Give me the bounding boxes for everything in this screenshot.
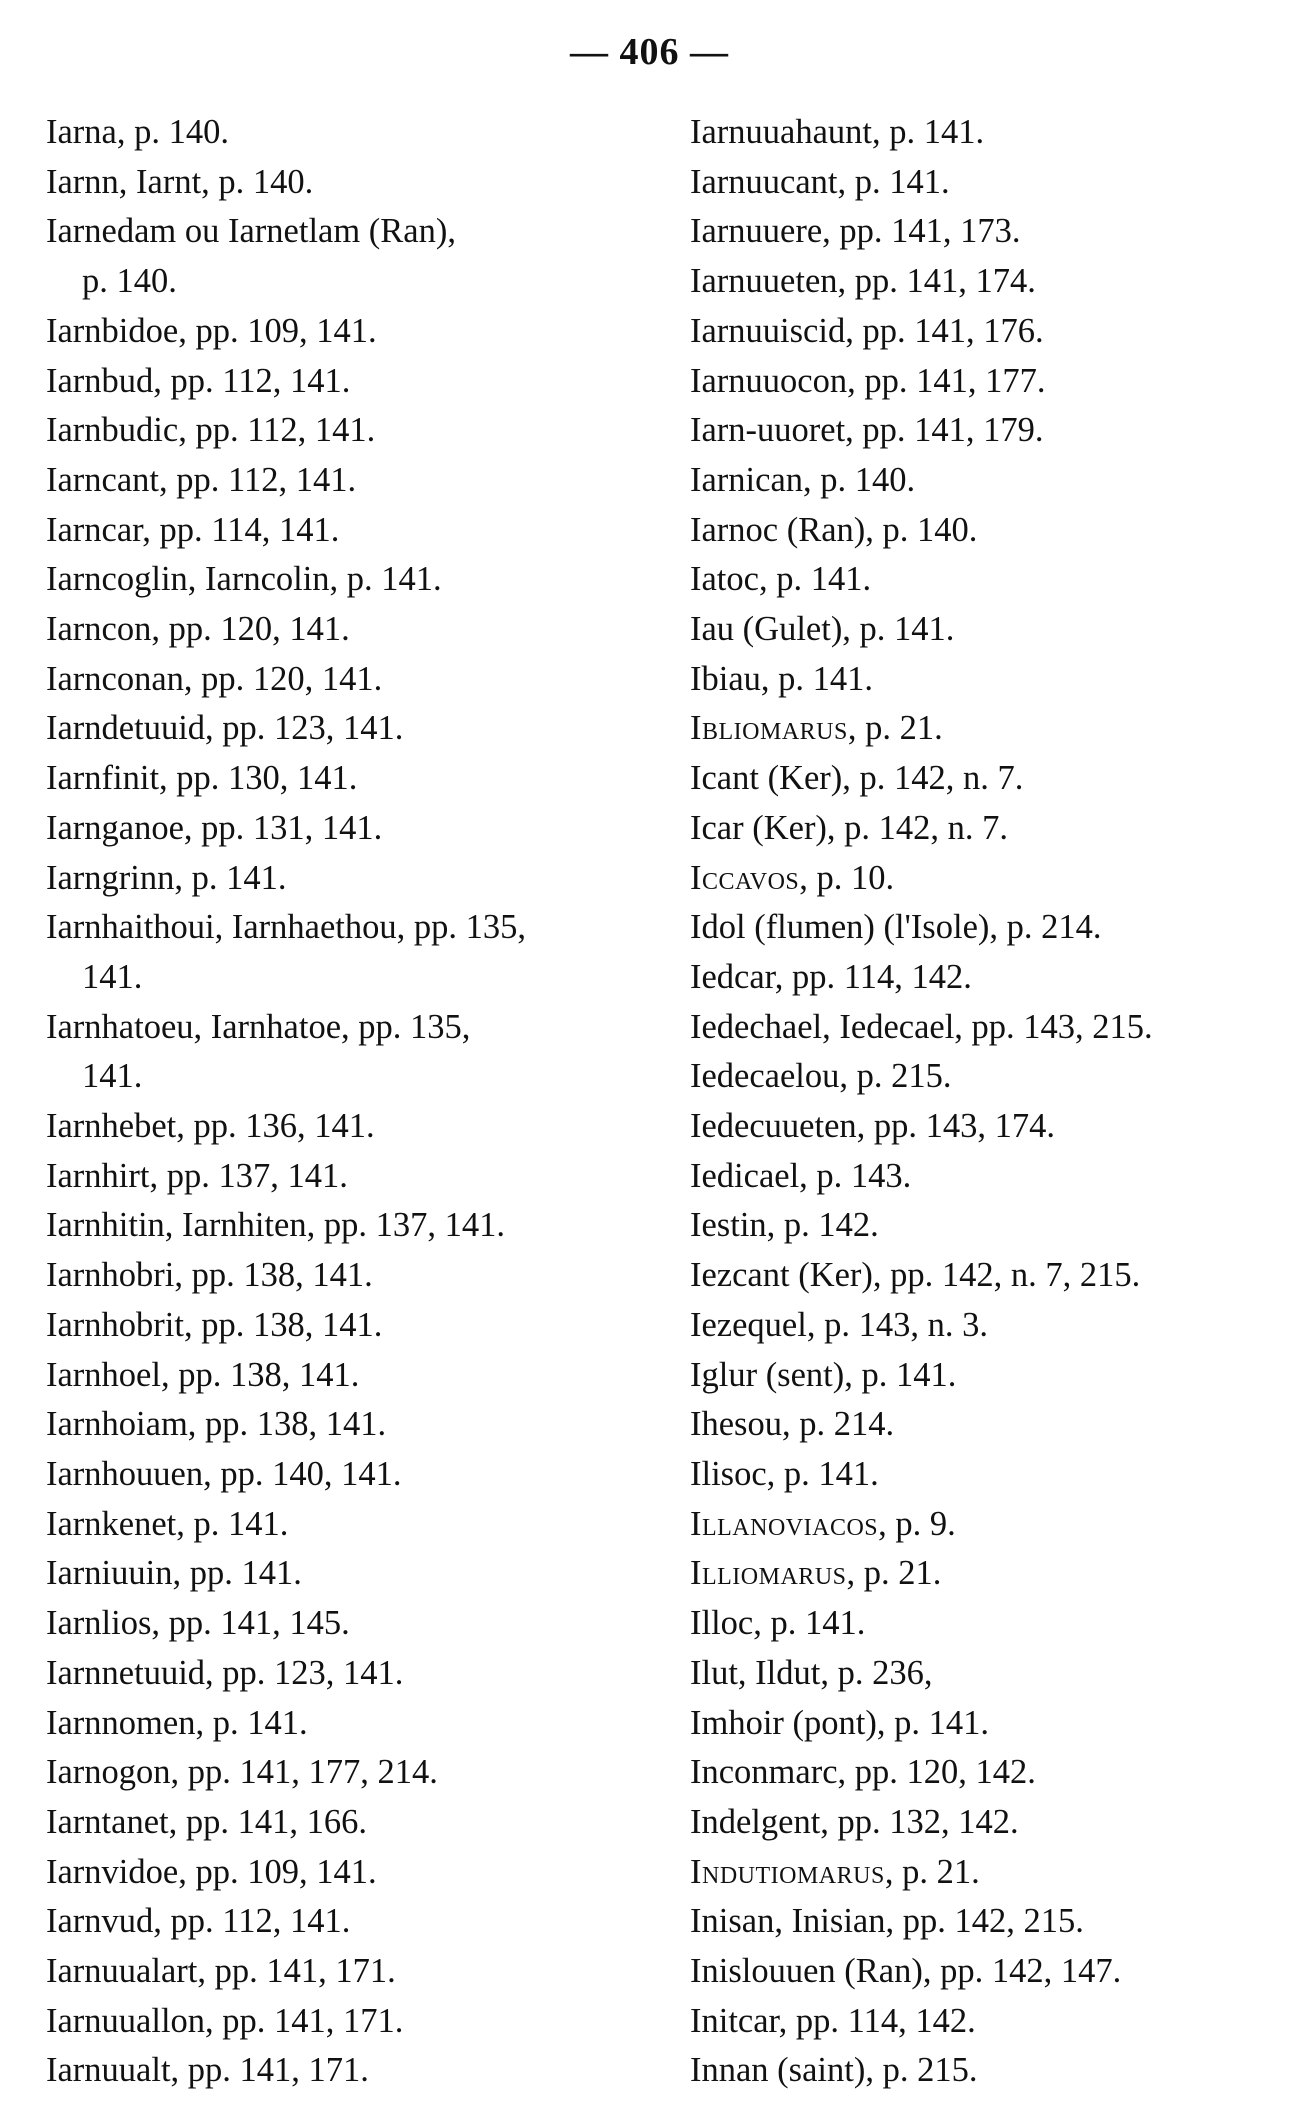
- index-entry: [690, 1848, 1290, 1898]
- entry-text: Ilisoc, p. 141.: [690, 1454, 879, 1493]
- index-entry: [46, 1947, 646, 1997]
- index-entry: [46, 655, 646, 705]
- entry-text: Iarndetuuid, pp. 123, 141.: [46, 709, 404, 748]
- index-entry: [690, 506, 1290, 556]
- entry-text: Inislouuen (Ran), pp. 142, 147.: [690, 1952, 1122, 1991]
- entry-text: Illoc, p. 141.: [690, 1604, 866, 1643]
- entry-text: Iarnuuahaunt, p. 141.: [690, 113, 985, 151]
- index-entry: [690, 1400, 1290, 1450]
- index-entry: [690, 1997, 1290, 2047]
- entry-reference: , p. 21.: [846, 1554, 942, 1593]
- entry-text: Iarnnetuuid, pp. 123, 141.: [46, 1653, 404, 1692]
- right-column: [690, 108, 1290, 2096]
- entry-text: Inconmarc, pp. 120, 142.: [690, 1753, 1036, 1792]
- index-entry: [46, 1003, 646, 1102]
- entry-text: Iarnhoel, pp. 138, 141.: [46, 1355, 360, 1394]
- index-entry: [46, 406, 646, 456]
- index-entry: [46, 357, 646, 407]
- entry-text: Iarncoglin, Iarncolin, p. 141.: [46, 560, 442, 599]
- entry-text: Inisan, Inisian, pp. 142, 215.: [690, 1902, 1084, 1941]
- index-entry: [46, 1997, 646, 2047]
- index-entry: [690, 1500, 1290, 1550]
- entry-text: Iarnfinit, pp. 130, 141.: [46, 759, 358, 798]
- entry-text: Initcar, pp. 114, 142.: [690, 2001, 976, 2040]
- entry-text: Iarnganoe, pp. 131, 141.: [46, 808, 383, 847]
- entry-text: Iarnuucant, p. 141.: [690, 162, 950, 201]
- index-entry: [690, 1549, 1290, 1599]
- entry-text: Iedcar, pp. 114, 142.: [690, 957, 972, 996]
- index-entry: [690, 108, 1290, 158]
- entry-reference: , p. 21.: [884, 1852, 980, 1891]
- index-entry: [46, 1649, 646, 1699]
- index-entry: [46, 1351, 646, 1401]
- index-entry: [46, 1400, 646, 1450]
- entry-text: Iarniuuin, pp. 141.: [46, 1554, 302, 1593]
- entry-text: Iarnnomen, p. 141.: [46, 1703, 308, 1742]
- index-entry: [690, 257, 1290, 307]
- index-entry: [690, 1798, 1290, 1848]
- index-entry: [690, 1599, 1290, 1649]
- entry-name-small-caps: Illiomarus: [690, 1554, 847, 1593]
- entry-text: Iarnhitin, Iarnhiten, pp. 137, 141.: [46, 1206, 505, 1245]
- index-entry: [46, 1897, 646, 1947]
- index-entry: [46, 1301, 646, 1351]
- entry-text: Iarnconan, pp. 120, 141.: [46, 659, 383, 698]
- index-entry: [46, 207, 646, 306]
- entry-text: Iarnoc (Ran), p. 140.: [690, 510, 978, 549]
- entry-text: Iedechael, Iedecael, pp. 143, 215.: [690, 1007, 1153, 1046]
- entry-text: Iarnhouuen, pp. 140, 141.: [46, 1454, 402, 1493]
- entry-text: Ibiau, p. 141.: [690, 659, 874, 698]
- index-entry: [46, 307, 646, 357]
- entry-continuation: 141.: [82, 957, 143, 996]
- index-entry: [46, 555, 646, 605]
- entry-text: Iarnn, Iarnt, p. 140.: [46, 162, 314, 201]
- entry-text: Iarnbud, pp. 112, 141.: [46, 361, 351, 400]
- entry-text: Innan (saint), p. 215.: [690, 2051, 978, 2090]
- index-entry: [46, 704, 646, 754]
- entry-text: Iarnhatoeu, Iarnhatoe, pp. 135,: [46, 1007, 471, 1046]
- index-entry: [46, 605, 646, 655]
- index-entry: [690, 605, 1290, 655]
- index-entry: [46, 754, 646, 804]
- index-entry: [46, 1152, 646, 1202]
- index-entry: [46, 903, 646, 1002]
- index-entry: [46, 1798, 646, 1848]
- entry-text: Iestin, p. 142.: [690, 1206, 879, 1245]
- entry-text: Iarnuuocon, pp. 141, 177.: [690, 361, 1046, 400]
- index-entry: [46, 1549, 646, 1599]
- index-entry: [46, 1748, 646, 1798]
- entry-text: Iarnkenet, p. 141.: [46, 1504, 289, 1543]
- entry-text: Iezcant (Ker), pp. 142, n. 7, 215.: [690, 1256, 1141, 1295]
- entry-text: Iarnhobrit, pp. 138, 141.: [46, 1305, 383, 1344]
- entry-text: Iarnbudic, pp. 112, 141.: [46, 411, 376, 450]
- entry-text: Iarnlios, pp. 141, 145.: [46, 1604, 350, 1643]
- index-entry: [46, 1848, 646, 1898]
- entry-text: Iedecaelou, p. 215.: [690, 1057, 952, 1096]
- entry-text: Iarncon, pp. 120, 141.: [46, 610, 350, 649]
- entry-text: Ihesou, p. 214.: [690, 1405, 895, 1444]
- index-entry: [46, 1201, 646, 1251]
- entry-reference: , p. 9.: [878, 1504, 956, 1543]
- index-entry: [690, 704, 1290, 754]
- index-entry: [690, 207, 1290, 257]
- index-entry: [690, 1201, 1290, 1251]
- index-entry: [690, 1699, 1290, 1749]
- entry-text: Iarnhobri, pp. 138, 141.: [46, 1256, 373, 1295]
- entry-text: Iezequel, p. 143, n. 3.: [690, 1305, 988, 1344]
- index-entry: [46, 1251, 646, 1301]
- entry-text: Indelgent, pp. 132, 142.: [690, 1802, 1019, 1841]
- index-entry: [690, 456, 1290, 506]
- entry-text: Icant (Ker), p. 142, n. 7.: [690, 759, 1024, 798]
- page-number: — 406 —: [570, 31, 729, 73]
- entry-text: Iedecuueten, pp. 143, 174.: [690, 1107, 1056, 1146]
- entry-text: Iarnedam ou Iarnetlam (Ran),: [46, 212, 456, 251]
- index-entry: [690, 1152, 1290, 1202]
- entry-text: Iarnuuere, pp. 141, 173.: [690, 212, 1021, 251]
- entry-continuation: p. 140.: [82, 262, 177, 301]
- index-entry: [690, 953, 1290, 1003]
- entry-name-small-caps: Iccavos: [690, 858, 800, 897]
- entry-text: Idol (flumen) (l'Isole), p. 214.: [690, 908, 1102, 947]
- entry-text: Icar (Ker), p. 142, n. 7.: [690, 808, 1009, 847]
- entry-reference: , p. 10.: [799, 858, 895, 897]
- index-entry: [46, 158, 646, 208]
- index-entry: [46, 1102, 646, 1152]
- entry-reference: , p. 21.: [847, 709, 943, 748]
- index-entry: [690, 1102, 1290, 1152]
- index-entry: [46, 804, 646, 854]
- entry-text: Iatoc, p. 141.: [690, 560, 872, 599]
- index-entry: [690, 406, 1290, 456]
- entry-text: Iarna, p. 140.: [46, 113, 229, 151]
- entry-text: Iarnuualart, pp. 141, 171.: [46, 1952, 396, 1991]
- entry-name-small-caps: Illanoviacos: [690, 1504, 879, 1543]
- entry-text: Iarntanet, pp. 141, 166.: [46, 1802, 367, 1841]
- entry-text: Iarnuueten, pp. 141, 174.: [690, 262, 1036, 301]
- index-entry: [690, 903, 1290, 953]
- index-entry: [690, 1947, 1290, 1997]
- index-entry: [690, 1251, 1290, 1301]
- left-column: [46, 108, 646, 2096]
- entry-text: Iarnhirt, pp. 137, 141.: [46, 1156, 348, 1195]
- entry-text: Iarnvud, pp. 112, 141.: [46, 1902, 351, 1941]
- entry-text: Iarncant, pp. 112, 141.: [46, 460, 357, 499]
- entry-continuation: 141.: [82, 1057, 143, 1096]
- index-entry: [690, 1003, 1290, 1053]
- entry-name-small-caps: Indutiomarus: [690, 1852, 885, 1891]
- index-entry: [46, 456, 646, 506]
- entry-text: Iarnbidoe, pp. 109, 141.: [46, 311, 377, 350]
- index-entry: [690, 555, 1290, 605]
- index-entry: [690, 2046, 1290, 2096]
- entry-text: Iedicael, p. 143.: [690, 1156, 912, 1195]
- entry-text: Iarngrinn, p. 141.: [46, 858, 287, 897]
- index-entry: [46, 1599, 646, 1649]
- index-entry: [46, 854, 646, 904]
- index-entry: [690, 307, 1290, 357]
- entry-text: Iarnogon, pp. 141, 177, 214.: [46, 1753, 438, 1792]
- entry-text: Iarnuuallon, pp. 141, 171.: [46, 2001, 404, 2040]
- index-entry: [46, 2046, 646, 2096]
- index-entry: [690, 655, 1290, 705]
- index-entry: [690, 754, 1290, 804]
- index-entry: [46, 506, 646, 556]
- entry-text: Iarnvidoe, pp. 109, 141.: [46, 1852, 377, 1891]
- index-entry: [690, 158, 1290, 208]
- index-entry: [690, 1351, 1290, 1401]
- index-entry: [46, 1500, 646, 1550]
- index-entry: [690, 1897, 1290, 1947]
- index-entry: [690, 1748, 1290, 1798]
- index-entry: [690, 1052, 1290, 1102]
- index-entry: [690, 1301, 1290, 1351]
- index-entry: [46, 1450, 646, 1500]
- entry-text: Iarn-uuoret, pp. 141, 179.: [690, 411, 1044, 450]
- index-entry: [46, 1699, 646, 1749]
- entry-name-small-caps: Ibliomarus: [690, 709, 848, 748]
- entry-text: Iarnhebet, pp. 136, 141.: [46, 1107, 375, 1146]
- index-entry: [690, 1450, 1290, 1500]
- entry-text: Iarnican, p. 140.: [690, 460, 916, 499]
- entry-text: Iarnhaithoui, Iarnhaethou, pp. 135,: [46, 908, 526, 947]
- entry-text: Iarnuuiscid, pp. 141, 176.: [690, 311, 1044, 350]
- index-entry: [690, 357, 1290, 407]
- index-entry: [690, 854, 1290, 904]
- entry-text: Iarnhoiam, pp. 138, 141.: [46, 1405, 387, 1444]
- entry-text: Imhoir (pont), p. 141.: [690, 1703, 989, 1742]
- entry-text: Iarncar, pp. 114, 141.: [46, 510, 340, 549]
- index-entry: [690, 804, 1290, 854]
- entry-text: Iarnuualt, pp. 141, 171.: [46, 2051, 369, 2090]
- entry-text: Iau (Gulet), p. 141.: [690, 610, 955, 649]
- index-entry: [690, 1649, 1290, 1699]
- entry-text: Iglur (sent), p. 141.: [690, 1355, 957, 1394]
- index-entry: [46, 108, 646, 158]
- entry-text: Ilut, Ildut, p. 236,: [690, 1653, 933, 1692]
